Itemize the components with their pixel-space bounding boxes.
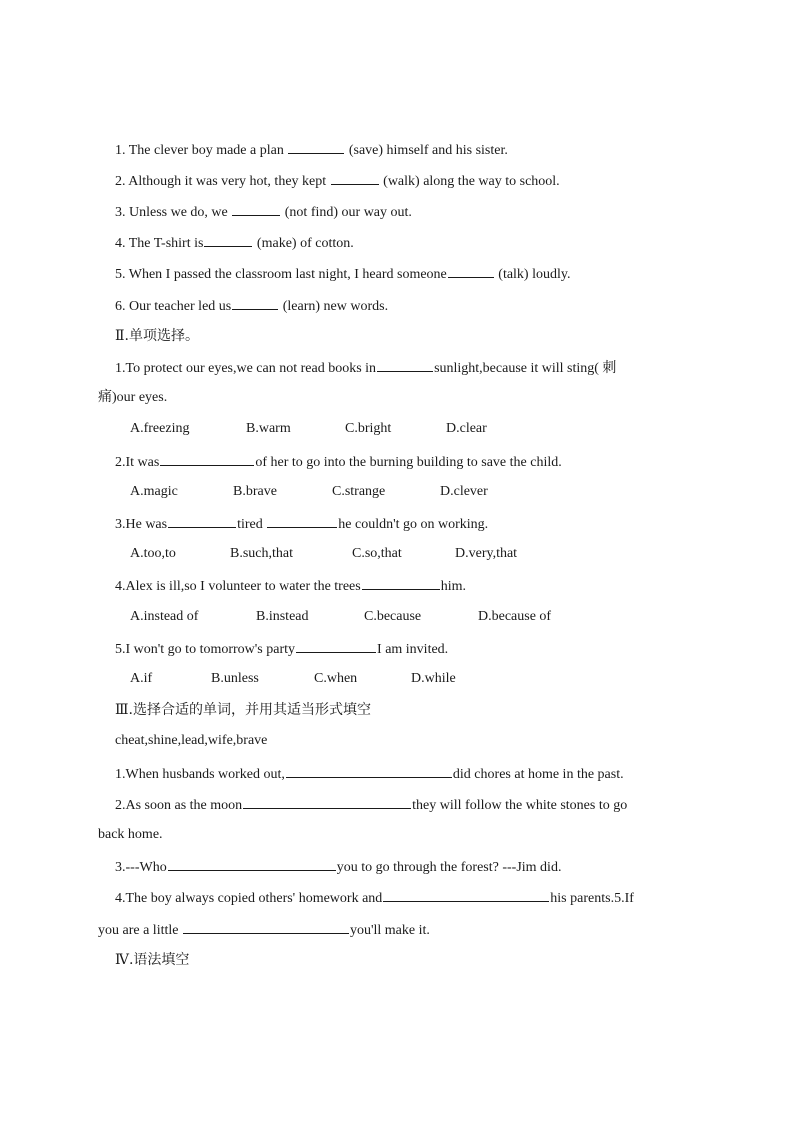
s2-q1-text: 1.To protect our eyes,we can not read books in bbox=[115, 361, 377, 376]
s2-q5-option-b[interactable]: B.unless bbox=[211, 671, 259, 686]
section-4-title: Ⅳ.语法填空 bbox=[115, 952, 190, 968]
s1-item-2-tail: along the way to school. bbox=[419, 174, 560, 189]
s2-q3-option-c[interactable]: C.so,that bbox=[352, 546, 402, 561]
s2-q3-blank-2[interactable] bbox=[267, 514, 337, 528]
s2-q1-cont: 痛)our eyes. bbox=[98, 390, 168, 405]
s3-q5-tail: you'll make it. bbox=[349, 923, 430, 938]
s1-item-1-text: 1. The clever boy made a plan bbox=[115, 143, 284, 158]
s2-q4-option-a[interactable]: A.instead of bbox=[130, 609, 199, 624]
s2-q4-option-c[interactable]: C.because bbox=[364, 609, 422, 624]
s1-item-4-hint: (make) bbox=[256, 236, 297, 251]
s3-q4-blank[interactable] bbox=[383, 888, 549, 902]
s1-item-5 bbox=[115, 264, 570, 284]
s2-q2-option-a[interactable]: A.magic bbox=[130, 484, 178, 499]
s2-q3-tail: he couldn't go on working. bbox=[338, 517, 489, 532]
s2-q2-text: 2.It was bbox=[115, 455, 160, 470]
s2-q5-option-c[interactable]: C.when bbox=[314, 671, 358, 686]
s2-q4 bbox=[115, 576, 466, 596]
s1-item-1-hint: (save) bbox=[348, 143, 384, 158]
s3-q1-tail: did chores at home in the past. bbox=[452, 767, 624, 782]
s1-item-6 bbox=[115, 296, 388, 316]
s2-q5-option-a[interactable]: A.if bbox=[130, 671, 153, 686]
s2-q3 bbox=[115, 514, 488, 534]
s2-q5-tail: I am invited. bbox=[377, 642, 449, 657]
s3-q2-blank[interactable] bbox=[243, 795, 411, 809]
s2-q3-option-d[interactable]: D.very,that bbox=[455, 546, 518, 561]
s2-q5-option-d[interactable]: D.while bbox=[411, 671, 456, 686]
s2-q2-tail: of her to go into the burning building to save the child. bbox=[255, 455, 562, 470]
s3-q5-text: you are a little bbox=[98, 923, 179, 938]
s2-q5 bbox=[115, 639, 448, 659]
s1-item-2 bbox=[115, 171, 560, 191]
s3-q2 bbox=[115, 795, 627, 815]
s1-item-3-tail: our way out. bbox=[338, 205, 412, 220]
s1-item-1 bbox=[115, 140, 508, 160]
s3-q5 bbox=[98, 920, 430, 940]
s2-q5-text: 5.I won't go to tomorrow's party bbox=[115, 642, 296, 657]
s3-word-bank: cheat,shine,lead,wife,brave bbox=[115, 733, 268, 748]
s2-q3-mid: tired bbox=[237, 517, 263, 532]
s1-item-4-tail: of cotton. bbox=[296, 236, 354, 251]
s2-q1-option-b[interactable]: B.warm bbox=[246, 421, 291, 436]
s1-item-4-blank[interactable] bbox=[204, 233, 252, 247]
s3-q4-tail: his parents.5.If bbox=[550, 891, 634, 906]
s2-q2-blank[interactable] bbox=[160, 452, 254, 466]
s1-item-3-text: 3. Unless we do, we bbox=[115, 205, 228, 220]
s2-q3-blank-1[interactable] bbox=[168, 514, 236, 528]
s3-q3-tail: you to go through the forest? ---Jim did. bbox=[336, 860, 562, 875]
s1-item-2-text: 2. Although it was very hot, they kept bbox=[115, 174, 327, 189]
s2-q2 bbox=[115, 452, 562, 472]
s2-q1-blank[interactable] bbox=[377, 358, 433, 372]
s1-item-4-text: 4. The T-shirt is bbox=[115, 236, 204, 251]
s3-q3-text: 3.---Who bbox=[115, 860, 167, 875]
section-3-title: Ⅲ.选择合适的单词，并用其适当形式填空 bbox=[115, 702, 371, 718]
s3-q1-blank[interactable] bbox=[286, 764, 452, 778]
s1-item-2-blank[interactable] bbox=[331, 171, 379, 185]
s2-q3-option-a[interactable]: A.too,to bbox=[130, 546, 176, 561]
s2-q4-option-d[interactable]: D.because of bbox=[478, 609, 552, 624]
s1-item-5-blank[interactable] bbox=[448, 264, 494, 278]
s2-q3-text: 3.He was bbox=[115, 517, 168, 532]
s1-item-4 bbox=[115, 233, 354, 253]
s2-q1 bbox=[115, 358, 616, 378]
s3-q3-blank[interactable] bbox=[168, 857, 336, 871]
section-2-title: Ⅱ.单项选择。 bbox=[115, 328, 199, 344]
s3-q1-text: 1.When husbands worked out, bbox=[115, 767, 285, 782]
s1-item-5-hint: (talk) bbox=[498, 267, 529, 282]
s3-q4-text: 4.The boy always copied others' homework and bbox=[115, 891, 383, 906]
s3-q4 bbox=[115, 888, 634, 908]
s1-item-3-blank[interactable] bbox=[232, 202, 280, 216]
s1-item-1-tail: himself and his sister. bbox=[383, 143, 508, 158]
s2-q2-option-d[interactable]: D.clever bbox=[440, 484, 488, 499]
s1-item-6-text: 6. Our teacher led us bbox=[115, 299, 232, 314]
s2-q1-option-a[interactable]: A.freezing bbox=[130, 421, 190, 436]
s1-item-3-hint: (not find) bbox=[284, 205, 339, 220]
s2-q4-text: 4.Alex is ill,so I volunteer to water the trees bbox=[115, 579, 361, 594]
s1-item-5-tail: loudly. bbox=[528, 267, 571, 282]
s2-q4-tail: him. bbox=[440, 579, 466, 594]
s1-item-1-blank[interactable] bbox=[288, 140, 344, 154]
s2-q3-option-b[interactable]: B.such,that bbox=[230, 546, 293, 561]
s2-q4-blank[interactable] bbox=[362, 576, 440, 590]
s2-q2-option-b[interactable]: B.brave bbox=[233, 484, 277, 499]
s2-q1-option-c[interactable]: C.bright bbox=[345, 421, 392, 436]
s1-item-6-hint: (learn) bbox=[282, 299, 321, 314]
s1-item-6-tail: new words. bbox=[320, 299, 389, 314]
s1-item-3 bbox=[115, 202, 412, 222]
s3-q3 bbox=[115, 857, 561, 877]
s2-q5-blank[interactable] bbox=[296, 639, 376, 653]
s2-q1-option-d[interactable]: D.clear bbox=[446, 421, 487, 436]
s3-q2-cont: back home. bbox=[98, 827, 163, 842]
s3-q2-tail: they will follow the white stones to go bbox=[412, 798, 628, 813]
s1-item-5-text: 5. When I passed the classroom last night, I heard someone bbox=[115, 267, 447, 282]
s2-q1-tail: sunlight,because it will sting( 刺 bbox=[434, 361, 617, 376]
s3-q2-text: 2.As soon as the moon bbox=[115, 798, 243, 813]
s1-item-6-blank[interactable] bbox=[232, 296, 278, 310]
s2-q2-option-c[interactable]: C.strange bbox=[332, 484, 386, 499]
s2-q4-option-b[interactable]: B.instead bbox=[256, 609, 309, 624]
s3-q5-blank[interactable] bbox=[183, 920, 349, 934]
s3-q1 bbox=[115, 764, 624, 784]
s1-item-2-hint: (walk) bbox=[383, 174, 420, 189]
